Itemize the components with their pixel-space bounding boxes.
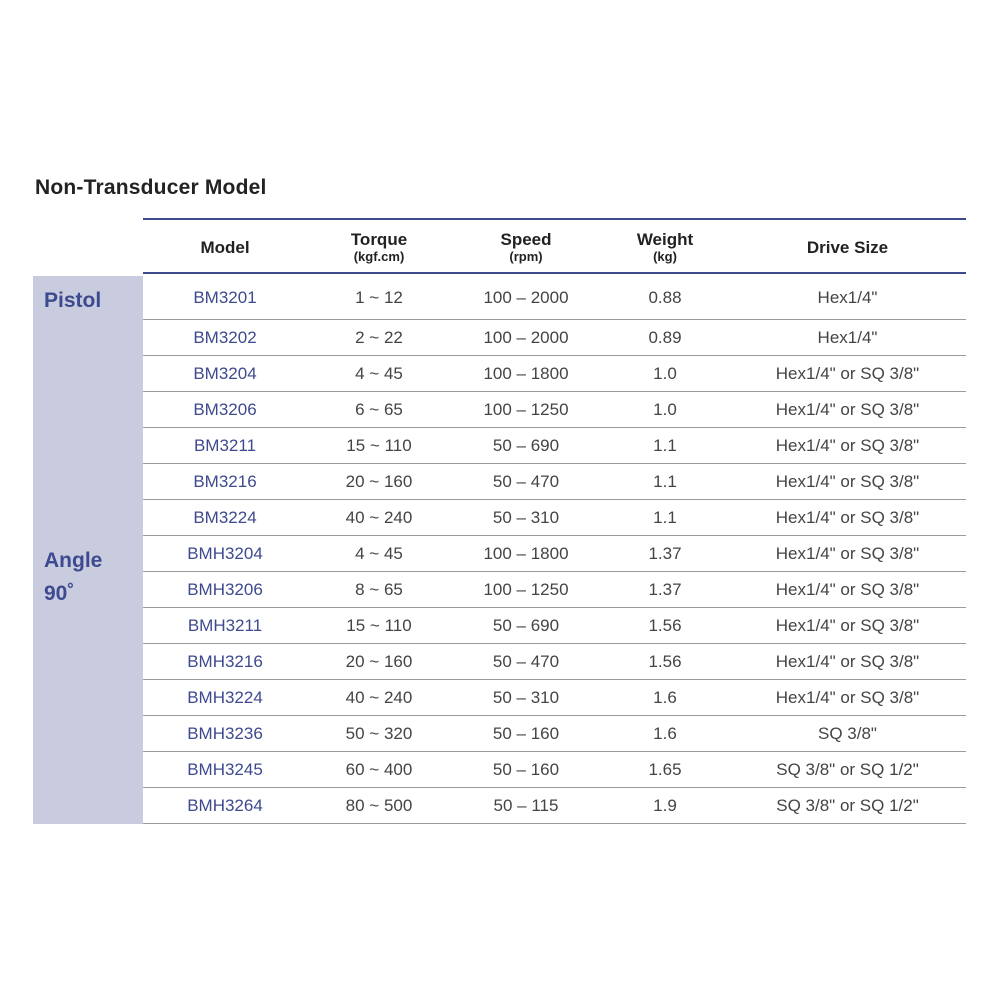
cell-drive: Hex1/4" or SQ 3/8" — [775, 687, 920, 707]
cell-model: BMH3224 — [187, 687, 263, 707]
cell-torque: 6 ~ 65 — [355, 399, 403, 419]
cell-drive: Hex1/4" or SQ 3/8" — [775, 399, 920, 419]
header-speed — [451, 220, 601, 274]
cell-drive: Hex1/4" — [817, 287, 878, 307]
cell-torque: 60 ~ 400 — [345, 759, 413, 779]
cell-drive: SQ 3/8" or SQ 1/2" — [776, 795, 919, 815]
cell-weight: 1.0 — [653, 399, 677, 419]
header-torque-unit: (kgf.cm) — [353, 248, 405, 264]
cell-weight: 1.6 — [653, 687, 677, 707]
cell-weight: 1.0 — [653, 363, 677, 383]
cell-model: BM3202 — [193, 327, 257, 347]
header-torque — [307, 220, 451, 274]
cell-speed: 50 – 470 — [492, 651, 560, 671]
header-weight — [601, 220, 729, 274]
header-speed-label: Speed — [500, 229, 552, 249]
table-row — [143, 608, 966, 644]
cell-weight: 1.6 — [653, 723, 677, 743]
cell-model: BMH3204 — [187, 543, 263, 563]
table-row — [143, 536, 966, 572]
cell-drive: Hex1/4" or SQ 3/8" — [775, 435, 920, 455]
table-row — [143, 680, 966, 716]
cell-model: BM3211 — [193, 435, 257, 455]
header-weight-unit: (kg) — [653, 248, 677, 264]
table-row — [143, 716, 966, 752]
cell-speed: 100 – 2000 — [483, 287, 569, 307]
cell-drive: Hex1/4" or SQ 3/8" — [775, 363, 920, 383]
cell-drive: SQ 3/8" — [818, 723, 877, 743]
cell-speed: 50 – 690 — [492, 615, 560, 635]
cell-drive: SQ 3/8" or SQ 1/2" — [776, 759, 919, 779]
group-label-block — [33, 536, 143, 824]
header-torque-label: Torque — [350, 229, 408, 249]
cell-speed: 100 – 1250 — [483, 579, 569, 599]
table-row — [143, 788, 966, 824]
cell-weight: 1.37 — [648, 579, 682, 599]
group-label-line1: Pistol — [44, 289, 102, 312]
table-row — [143, 464, 966, 500]
cell-weight: 1.9 — [653, 795, 677, 815]
cell-torque: 50 ~ 320 — [345, 723, 413, 743]
cell-drive: Hex1/4" or SQ 3/8" — [775, 507, 920, 527]
cell-drive: Hex1/4" or SQ 3/8" — [775, 615, 920, 635]
header-model — [143, 220, 307, 274]
cell-weight: 0.89 — [648, 327, 682, 347]
cell-torque: 80 ~ 500 — [345, 795, 413, 815]
cell-speed: 50 – 115 — [493, 795, 559, 815]
cell-weight: 1.65 — [648, 759, 682, 779]
cell-weight: 0.88 — [648, 287, 682, 307]
group-label — [44, 544, 102, 610]
cell-drive: Hex1/4" — [817, 327, 878, 347]
cell-torque: 40 ~ 240 — [345, 507, 413, 527]
cell-model: BMH3264 — [187, 795, 263, 815]
table-row — [143, 644, 966, 680]
cell-drive: Hex1/4" or SQ 3/8" — [775, 543, 920, 563]
cell-speed: 50 – 690 — [492, 435, 560, 455]
cell-speed: 100 – 1800 — [483, 363, 569, 383]
group-label — [44, 284, 101, 317]
cell-weight: 1.1 — [653, 507, 677, 527]
header-model-label: Model — [200, 237, 250, 257]
cell-torque: 4 ~ 45 — [355, 543, 403, 563]
cell-torque: 15 ~ 110 — [346, 435, 412, 455]
cell-model: BM3224 — [193, 507, 257, 527]
cell-torque: 8 ~ 65 — [355, 579, 403, 599]
table-row — [143, 752, 966, 788]
cell-speed: 50 – 160 — [492, 723, 560, 743]
cell-model: BMH3245 — [187, 759, 263, 779]
header-speed-unit: (rpm) — [509, 248, 543, 264]
table-row — [143, 572, 966, 608]
cell-drive: Hex1/4" or SQ 3/8" — [775, 579, 920, 599]
cell-model: BMH3216 — [187, 651, 263, 671]
cell-speed: 100 – 2000 — [483, 327, 569, 347]
cell-model: BMH3206 — [187, 579, 263, 599]
cell-weight: 1.37 — [648, 543, 682, 563]
cell-speed: 100 – 1250 — [483, 399, 569, 419]
cell-drive: Hex1/4" or SQ 3/8" — [775, 651, 920, 671]
table-row — [143, 428, 966, 464]
cell-speed: 100 – 1800 — [483, 543, 569, 563]
header-drive-label: Drive Size — [806, 237, 889, 257]
cell-torque: 40 ~ 240 — [345, 687, 413, 707]
group-label-block — [33, 276, 143, 536]
cell-speed: 50 – 310 — [492, 687, 560, 707]
cell-torque: 1 ~ 12 — [355, 287, 403, 307]
table-row — [143, 500, 966, 536]
table-row — [143, 356, 966, 392]
table-row — [143, 276, 966, 320]
table-header-row — [143, 218, 966, 274]
header-weight-label: Weight — [636, 229, 694, 249]
group-label-line1: Angle — [44, 549, 103, 572]
cell-model: BM3204 — [193, 363, 257, 383]
cell-model: BM3201 — [193, 287, 257, 307]
cell-torque: 2 ~ 22 — [355, 327, 403, 347]
cell-weight: 1.1 — [653, 471, 677, 491]
table-row — [143, 392, 966, 428]
cell-torque: 20 ~ 160 — [345, 651, 413, 671]
cell-weight: 1.56 — [648, 615, 682, 635]
cell-speed: 50 – 310 — [492, 507, 560, 527]
cell-model: BM3206 — [193, 399, 257, 419]
cell-weight: 1.56 — [648, 651, 682, 671]
cell-model: BMH3211 — [187, 615, 263, 635]
header-drive-size — [729, 220, 966, 274]
cell-drive: Hex1/4" or SQ 3/8" — [775, 471, 920, 491]
page-title: Non-Transducer Model — [35, 176, 267, 199]
group-label-line2: 90˚ — [44, 582, 75, 605]
cell-torque: 4 ~ 45 — [355, 363, 403, 383]
table-row — [143, 320, 966, 356]
cell-model: BM3216 — [193, 471, 257, 491]
cell-torque: 15 ~ 110 — [346, 615, 412, 635]
cell-model: BMH3236 — [187, 723, 263, 743]
cell-torque: 20 ~ 160 — [345, 471, 413, 491]
cell-speed: 50 – 470 — [492, 471, 560, 491]
cell-weight: 1.1 — [653, 435, 677, 455]
cell-speed: 50 – 160 — [492, 759, 560, 779]
